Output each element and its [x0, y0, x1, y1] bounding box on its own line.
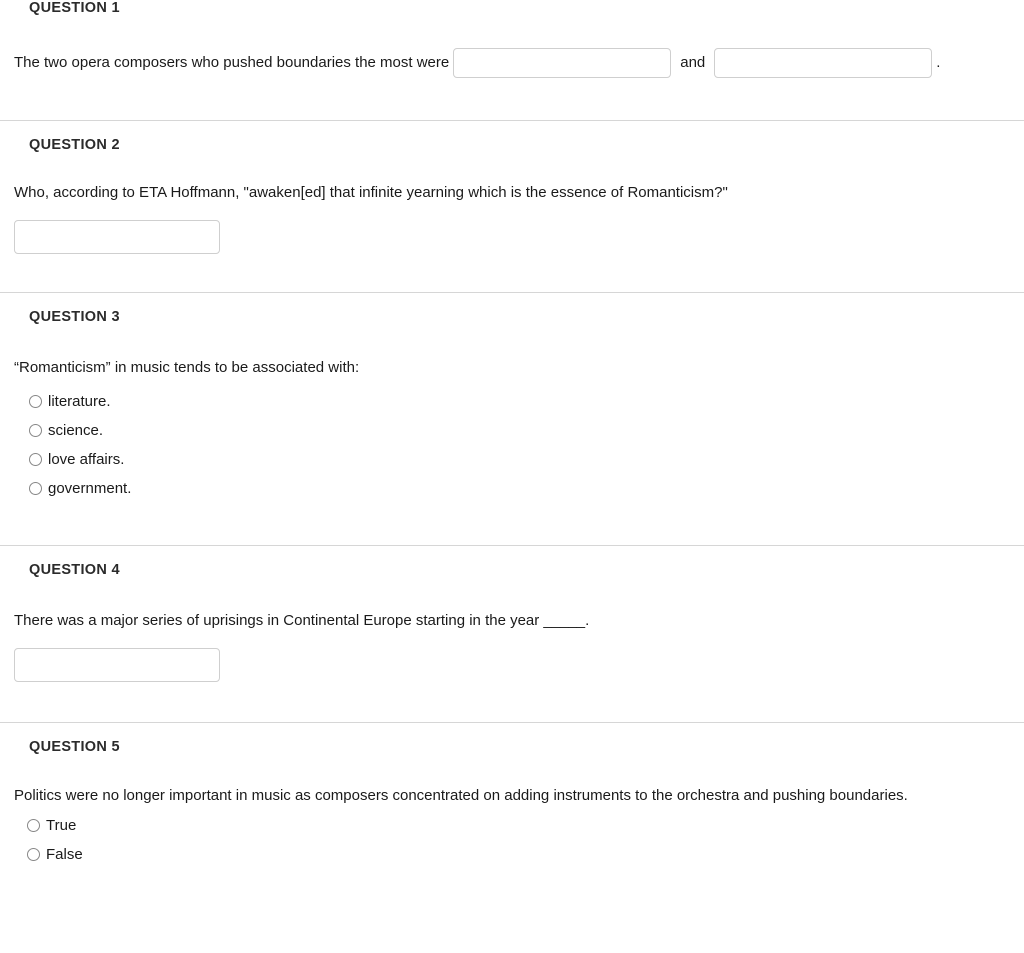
question-block-5 [0, 723, 1024, 863]
question-3-choice-3[interactable] [14, 451, 1010, 468]
question-3-choices [14, 393, 1010, 497]
question-4-answer-input[interactable] [14, 648, 220, 682]
question-5-choice-true-label: True [46, 817, 77, 834]
question-1-prompt-middle: and [680, 54, 706, 72]
spacer-2 [14, 254, 1010, 292]
spacer-3 [14, 509, 1010, 545]
question-3-choice-2[interactable] [14, 422, 1010, 439]
spacer-4 [14, 682, 1010, 722]
question-3-choice-1-label: literature. [48, 392, 111, 410]
question-3-choice-4[interactable] [14, 480, 1010, 497]
question-5-choice-false-label: False [46, 846, 83, 863]
question-2-header: QUESTION 2 [29, 137, 120, 153]
question-2-answer-input[interactable] [14, 220, 220, 254]
question-1-prompt-after: . [936, 54, 941, 72]
spacer-1 [14, 78, 1010, 120]
question-4-prompt: There was a major series of uprisings in Continental Europe starting in the year _____. [14, 611, 590, 629]
question-3-choice-1[interactable] [14, 393, 1010, 410]
question-1-answer-input-1[interactable] [453, 48, 671, 78]
question-3-choice-4-label: government. [48, 479, 132, 497]
radio-icon[interactable] [29, 482, 42, 495]
question-5-choice-true[interactable] [14, 817, 1010, 834]
question-block-4 [0, 546, 1024, 723]
question-3-choice-2-label: science. [48, 421, 104, 439]
question-1-prompt-before: The two opera composers who pushed boundaries the most were [14, 54, 450, 72]
radio-icon[interactable] [27, 848, 40, 861]
question-4-header: QUESTION 4 [29, 561, 120, 578]
question-5-choices [14, 817, 1010, 863]
question-1-answer-input-2[interactable] [714, 48, 932, 78]
question-3-prompt: “Romanticism” in music tends to be associated with: [14, 358, 360, 376]
radio-icon[interactable] [29, 395, 42, 408]
question-3-header: QUESTION 3 [29, 308, 120, 325]
question-1-prompt [14, 48, 1010, 78]
question-block-1 [0, 0, 1024, 120]
question-3-choice-3-label: love affairs. [48, 450, 125, 468]
radio-icon[interactable] [27, 819, 40, 832]
question-block-3 [0, 293, 1024, 545]
radio-icon[interactable] [29, 424, 42, 437]
question-block-2 [0, 121, 1024, 292]
question-1-header: QUESTION 1 [29, 0, 120, 16]
question-2-prompt: Who, according to ETA Hoffmann, "awaken[ed] that infinite yearning which is the essence of Romanticism?" [14, 184, 728, 201]
radio-icon[interactable] [29, 453, 42, 466]
question-5-header: QUESTION 5 [29, 739, 120, 756]
question-5-prompt: Politics were no longer important in music as composers concentrated on adding instruments to the orchestra and pushing boundaries. [14, 787, 908, 805]
question-5-choice-false[interactable] [14, 846, 1010, 863]
